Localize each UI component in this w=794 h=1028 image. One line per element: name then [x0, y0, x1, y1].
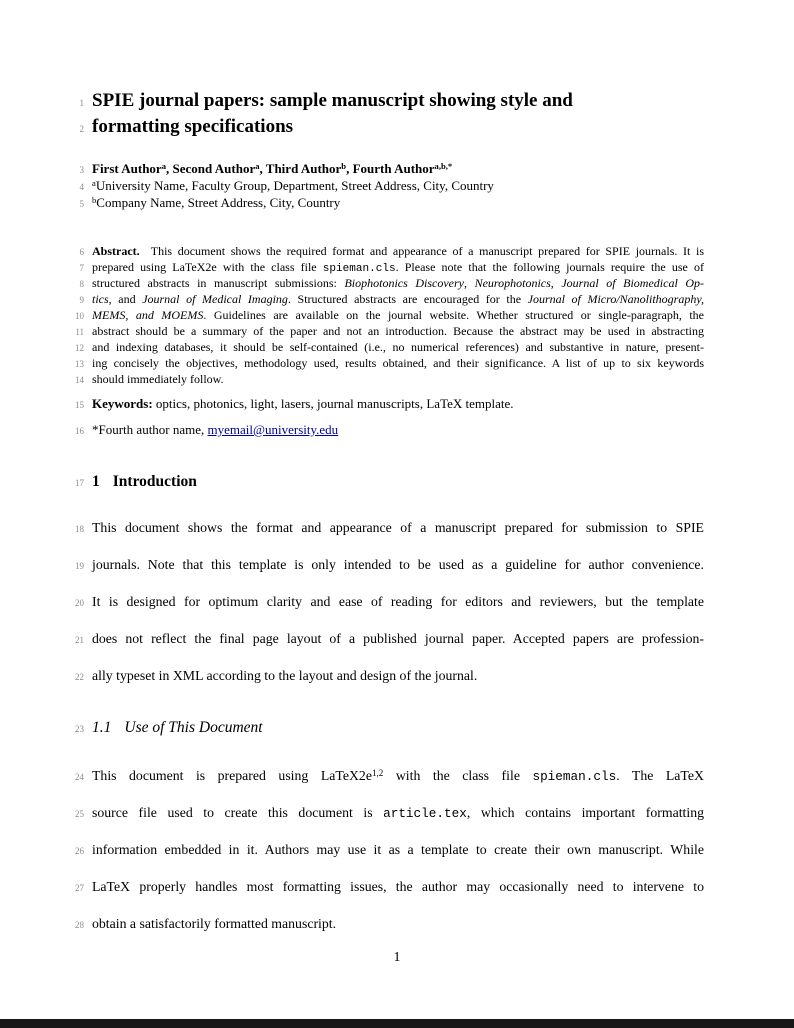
line-number: 19	[75, 561, 84, 571]
doc-line	[58, 259, 704, 275]
bottom-edge-bar	[0, 1019, 794, 1028]
doc-line	[58, 291, 704, 307]
i-text: Biophotonics Discovery	[344, 276, 464, 290]
b-text: , Fourth Author	[346, 161, 435, 176]
line-number: 27	[75, 883, 84, 893]
text-run: 1	[92, 473, 100, 490]
b-text: Abstract.	[92, 244, 140, 258]
doc-line	[58, 546, 704, 583]
text-run: structured abstracts in manuscript submissions:	[92, 276, 345, 290]
use-of-document-paragraph	[58, 757, 704, 942]
line-number: 4	[79, 182, 84, 192]
text-run: ally typeset in XML according to the layout and design of the journal.	[92, 668, 478, 683]
line-number: 1	[79, 98, 84, 108]
doc-line	[58, 88, 704, 114]
text-run: source file used to create this document is	[92, 805, 384, 820]
text-run: ,	[550, 276, 562, 290]
email-link[interactable]: myemail@university.edu	[207, 422, 339, 437]
line-number: 24	[75, 772, 84, 782]
doc-line	[58, 905, 704, 942]
line-number: 13	[75, 359, 84, 369]
doc-line	[58, 194, 704, 211]
line-text	[92, 831, 704, 868]
text-run: SPIE journal papers: sample manuscript showing style and	[92, 90, 573, 111]
b-text: First Author	[92, 161, 162, 176]
doc-line	[58, 718, 704, 738]
line-text	[92, 177, 704, 194]
text-run: ing concisely the objectives, methodology used, results obtained, and their significance. A list of up to six keywords	[92, 356, 704, 370]
line-number: 17	[75, 478, 84, 488]
doc-line	[58, 421, 704, 438]
b-text: , Second Author	[166, 161, 256, 176]
doc-line	[58, 657, 704, 694]
text-run: University Name, Faculty Group, Department, Street Address, City, Country	[95, 178, 494, 193]
line-text	[92, 546, 704, 583]
line-number: 26	[75, 846, 84, 856]
line-text	[92, 259, 704, 275]
line-number: 23	[75, 724, 84, 734]
m-text: spieman.cls	[532, 769, 617, 784]
b-text: Keywords:	[92, 396, 153, 411]
text-run: should immediately follow.	[92, 372, 224, 386]
line-number: 21	[75, 635, 84, 645]
doc-line	[58, 620, 704, 657]
sup-text: b	[92, 195, 97, 206]
doc-line	[58, 472, 704, 492]
line-text	[92, 472, 704, 492]
b-sup-text: b	[341, 161, 347, 172]
text-run: Company Name, Street Address, City, Country	[96, 195, 341, 210]
line-number: 2	[79, 124, 84, 134]
line-text	[92, 88, 704, 114]
line-number: 16	[75, 426, 84, 436]
line-number: 6	[79, 247, 84, 257]
doc-line	[58, 371, 704, 387]
line-text	[92, 339, 704, 355]
section-heading-introduction	[58, 472, 704, 492]
line-text	[92, 395, 704, 412]
line-text	[92, 757, 704, 794]
text-run: with the class file	[383, 768, 533, 783]
doc-line	[58, 160, 704, 177]
line-text	[92, 620, 704, 657]
doc-line	[58, 757, 704, 794]
line-text	[92, 718, 704, 738]
text-run: prepared using LaTeX2e with the class file	[92, 260, 323, 274]
line-text	[92, 114, 704, 140]
line-number: 8	[79, 279, 84, 289]
sup-text: 1,2	[371, 767, 384, 778]
line-text	[92, 160, 704, 177]
doc-line	[58, 114, 704, 140]
corresponding-author-footnote	[58, 421, 704, 438]
text-run: formatting specifications	[92, 116, 294, 137]
b-sup-text: a	[255, 161, 260, 172]
text-run: . The LaTeX	[616, 768, 704, 783]
b-sup-text: a,b,*	[434, 161, 453, 172]
doc-line	[58, 395, 704, 412]
line-text	[92, 421, 704, 438]
doc-line	[58, 323, 704, 339]
line-number: 14	[75, 375, 84, 385]
line-number: 28	[75, 920, 84, 930]
line-text	[92, 323, 704, 339]
text-run: . Guidelines are available on the journal website. Whether structured or single-paragraph, the	[203, 308, 704, 322]
line-number: 12	[75, 343, 84, 353]
line-text	[92, 371, 704, 387]
page-number: 1	[393, 950, 401, 965]
doc-line	[58, 339, 704, 355]
text-run: obtain a satisfactorily formatted manuscript.	[92, 916, 337, 931]
i-text: MEMS, and MOEMS	[92, 308, 204, 322]
i-text: Neurophotonics	[474, 276, 551, 290]
line-text	[92, 509, 704, 546]
line-number: 18	[75, 524, 84, 534]
gap-text: Use of This Document	[124, 719, 263, 736]
i-text: Journal of Micro/Nanolithography,	[527, 292, 704, 306]
line-number: 3	[79, 165, 84, 175]
text-run: abstract should be a summary of the paper and not an introduction. Because the abstract may be used in abstracting	[92, 324, 704, 338]
i-text: Journal of Medical Imaging	[142, 292, 288, 306]
text-run: This document is prepared using LaTeX2e	[92, 768, 372, 783]
text-run: This document shows the format and appearance of a manuscript prepared for submission to SPIE	[92, 520, 704, 535]
line-number: 10	[75, 311, 84, 321]
line-number: 15	[75, 400, 84, 410]
text-run: ,	[464, 276, 475, 290]
doc-line	[58, 831, 704, 868]
i-text: Journal of Biomedical Op-	[561, 276, 704, 290]
doc-line	[58, 583, 704, 620]
line-number: 7	[79, 263, 84, 273]
line-number: 9	[79, 295, 84, 305]
line-number: 20	[75, 598, 84, 608]
text-run: journals. Note that this template is only intended to be used as a guideline for author convenience.	[92, 557, 704, 572]
authors-affiliations-block	[58, 160, 704, 211]
line-text	[92, 307, 704, 323]
line-number: 5	[79, 199, 84, 209]
keywords-block	[58, 395, 704, 412]
gap-text: Introduction	[112, 473, 197, 490]
text-run: optics, photonics, light, lasers, journal manuscripts, LaTeX template.	[152, 396, 514, 411]
doc-line	[58, 177, 704, 194]
line-text	[92, 583, 704, 620]
doc-line	[58, 275, 704, 291]
doc-line	[58, 243, 704, 259]
text-run: . Structured abstracts are encouraged for the	[287, 292, 528, 306]
text-run: This document shows the required format and appearance of a manuscript prepared for SPIE journals. It is	[139, 244, 704, 258]
sup-text: a	[92, 178, 96, 189]
line-text	[92, 868, 704, 905]
text-run: does not reflect the final page layout of a published journal paper. Accepted papers are profession-	[92, 631, 704, 646]
text-run: information embedded in it. Authors may use it as a template to create their own manuscript. While	[92, 842, 704, 857]
line-number: 25	[75, 809, 84, 819]
text-run: LaTeX properly handles most formatting issues, the author may occasionally need to intervene to	[92, 879, 704, 894]
line-text	[92, 657, 704, 694]
paper-title-block	[58, 88, 704, 140]
line-text	[92, 243, 704, 259]
doc-line	[58, 868, 704, 905]
text-run: 1.1	[92, 719, 112, 736]
doc-line	[58, 509, 704, 546]
i-text: tics	[92, 292, 109, 306]
line-text	[92, 355, 704, 371]
line-text	[92, 291, 704, 307]
line-text	[92, 905, 704, 942]
abstract-block	[58, 243, 704, 387]
m-text: article.tex	[383, 806, 467, 821]
text-run: *Fourth author name,	[92, 422, 208, 437]
b-text: , Third Author	[259, 161, 342, 176]
text-run: and indexing databases, it should be self-contained (i.e., no numerical references) and substantive in nature, present-	[92, 340, 704, 354]
subsection-heading-use-of-this-document	[58, 718, 704, 738]
line-number: 22	[75, 672, 84, 682]
doc-line	[58, 355, 704, 371]
line-text	[92, 794, 704, 831]
b-sup-text: a	[161, 161, 166, 172]
introduction-paragraph	[58, 509, 704, 694]
text-run: , and	[108, 292, 143, 306]
line-text	[92, 275, 704, 291]
line-number: 11	[75, 327, 84, 337]
m-text: spieman.cls	[322, 263, 396, 275]
text-run: , which contains important formatting	[466, 805, 704, 820]
text-run: . Please note that the following journals require the use of	[395, 260, 704, 274]
doc-line	[58, 794, 704, 831]
doc-line	[58, 307, 704, 323]
text-run: It is designed for optimum clarity and ease of reading for editors and reviewers, but the template	[92, 594, 704, 609]
line-text	[92, 194, 704, 211]
